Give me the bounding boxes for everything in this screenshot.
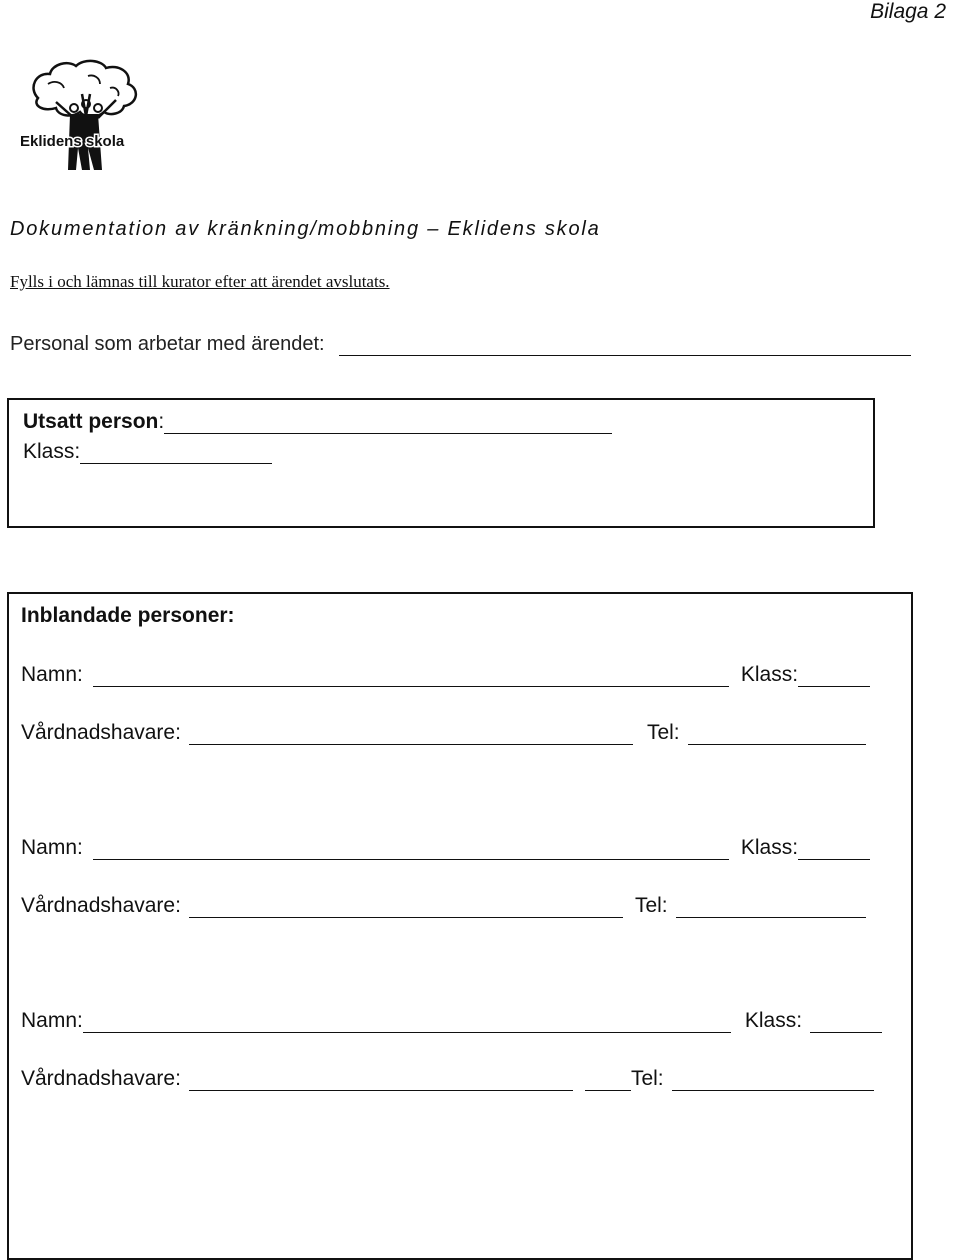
- involved-persons-box: [7, 592, 913, 1260]
- involved-tel-input-1[interactable]: [688, 724, 866, 745]
- involved-class-input-1[interactable]: [798, 666, 870, 687]
- victim-person-colon: :: [158, 410, 165, 433]
- involved-class-input-3[interactable]: [810, 1012, 882, 1033]
- document-subtitle: Fylls i och lämnas till kurator efter att ärendet avslutats.: [10, 272, 390, 291]
- victim-person-row: [23, 410, 612, 434]
- victim-box: [7, 398, 875, 528]
- involved-name-row-1: [21, 663, 870, 687]
- victim-class-input-line[interactable]: [80, 443, 272, 464]
- involved-tel-label-3: Tel:: [630, 1067, 664, 1090]
- document-title: Dokumentation av kränkning/mobbning – Eklidens skola: [10, 218, 601, 240]
- tree-with-people-logo-icon: [18, 58, 148, 173]
- involved-name-label-1: Namn:: [21, 663, 83, 686]
- involved-name-row-3: [21, 1009, 882, 1033]
- involved-class-label-3: Klass:: [744, 1009, 803, 1032]
- attachment-label: Bilaga 2: [870, 0, 946, 23]
- involved-guardian-label-2: Vårdnadshavare:: [21, 894, 181, 917]
- involved-guardian-label-3: Vårdnadshavare:: [21, 1067, 181, 1090]
- involved-name-input-1[interactable]: [93, 666, 729, 687]
- involved-name-label-2: Namn:: [21, 836, 83, 859]
- involved-heading: Inblandade personer:: [21, 604, 235, 627]
- involved-guardian-input-1[interactable]: [189, 724, 633, 745]
- victim-person-label: Utsatt person: [23, 410, 159, 433]
- involved-guardian-row-2: [21, 894, 866, 918]
- involved-guardian-row-3: [21, 1067, 874, 1091]
- victim-class-row: [23, 440, 272, 464]
- victim-class-label: Klass:: [23, 440, 81, 463]
- involved-name-input-3[interactable]: [83, 1012, 731, 1033]
- staff-input-line[interactable]: [339, 335, 911, 356]
- involved-tel-input-3[interactable]: [672, 1070, 874, 1091]
- involved-name-row-2: [21, 836, 870, 860]
- involved-tel-input-2[interactable]: [676, 897, 866, 918]
- involved-guardian-input-2[interactable]: [189, 897, 623, 918]
- involved-guardian-row-1: [21, 721, 866, 745]
- involved-class-label-2: Klass:: [740, 836, 799, 859]
- involved-class-input-2[interactable]: [798, 839, 870, 860]
- involved-name-input-2[interactable]: [93, 839, 729, 860]
- school-logo: [18, 58, 148, 173]
- involved-tel-label-2: Tel:: [634, 894, 668, 917]
- staff-label: Personal som arbetar med ärendet:: [10, 333, 325, 355]
- victim-person-input-line[interactable]: [164, 413, 612, 434]
- svg-text:Eklidens skola: Eklidens skola: [20, 133, 125, 150]
- involved-guardian-label-1: Vårdnadshavare:: [21, 721, 181, 744]
- involved-name-label-3: Namn:: [21, 1009, 83, 1032]
- staff-row: [10, 333, 911, 356]
- involved-tel-label-1: Tel:: [646, 721, 680, 744]
- involved-guardian-input-3[interactable]: [189, 1070, 573, 1091]
- involved-class-label-1: Klass:: [740, 663, 799, 686]
- involved-tel-prefix-line-3: [585, 1070, 631, 1091]
